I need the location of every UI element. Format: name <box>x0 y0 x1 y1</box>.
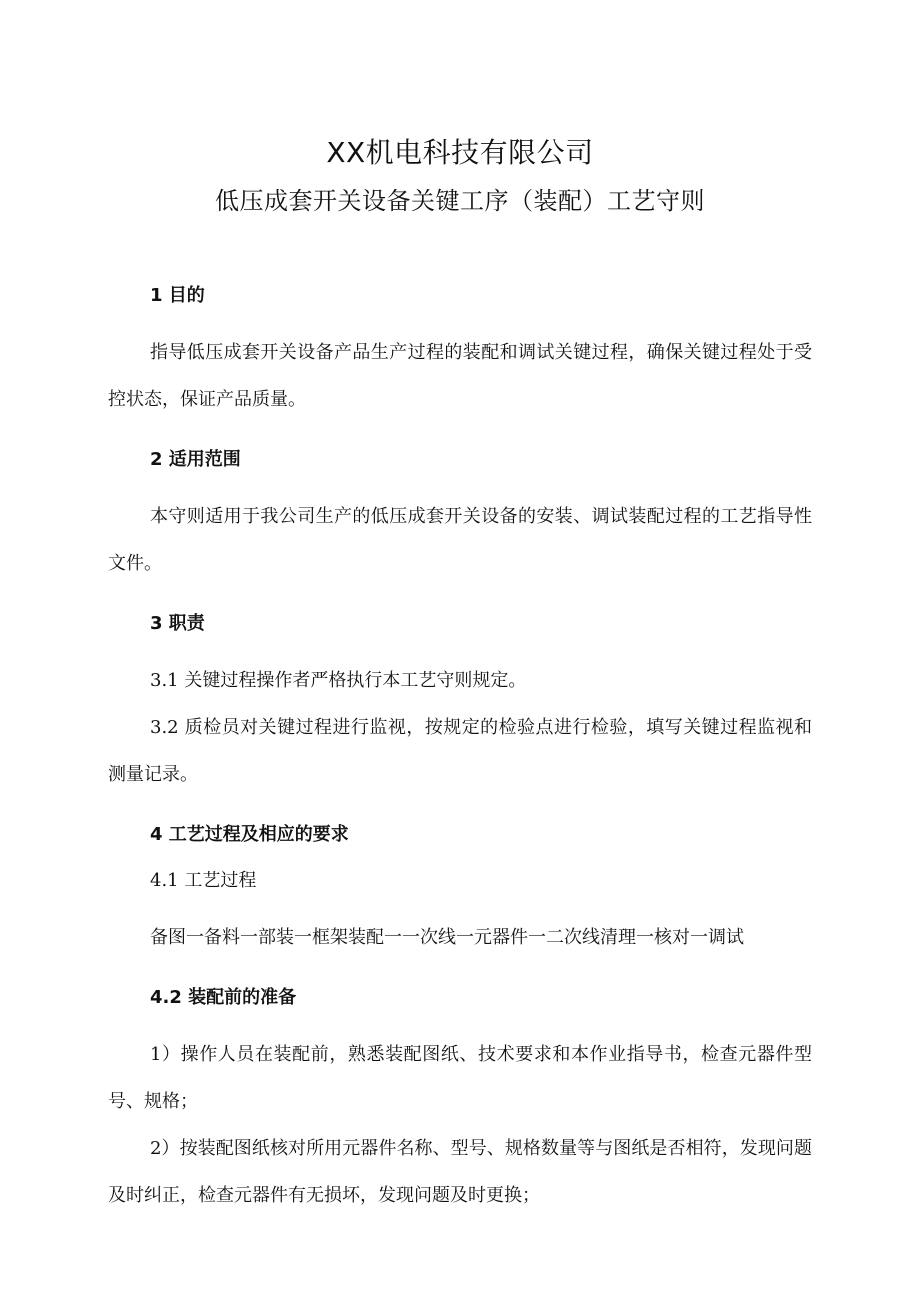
preparation-item-2: 2）按装配图纸核对所用元器件名称、型号、规格数量等与图纸是否相符，发现问题及时纠正，检查元器件有无损坏，发现问题及时更换； <box>108 1138 812 1206</box>
responsibility-item-3-1: 3.1 关键过程操作者严格执行本工艺守则规定。 <box>150 670 527 691</box>
section-heading-process: 4 工艺过程及相应的要求 <box>150 824 349 845</box>
section-text-purpose: 指导低压成套开关设备产品生产过程的装配和调试关键过程，确保关键过程处于受控状态，保证产品质量。 <box>108 342 812 410</box>
company-name: XX机电科技有限公司 <box>326 136 594 169</box>
section-heading-responsibility: 3 职责 <box>150 613 205 634</box>
preparation-item-1: 1）操作人员在装配前，熟悉装配图纸、技术要求和本作业指导书，检查元器件型号、规格； <box>108 1044 812 1112</box>
process-flow-text: 备图一备料一部装一框架装配一一次线一元器件一二次线清理一核对一调试 <box>150 927 744 948</box>
subsection-heading-4-2: 4.2 装配前的准备 <box>150 987 297 1008</box>
subsection-heading-4-1: 4.1 工艺过程 <box>150 870 257 891</box>
document-body <box>108 283 812 1219</box>
section-heading-scope: 2 适用范围 <box>150 449 241 470</box>
responsibility-item-3-2: 3.2 质检员对关键过程进行监视，按规定的检验点进行检验，填写关键过程监视和测量记录。 <box>108 717 812 785</box>
section-heading-purpose: 1 目的 <box>150 285 205 306</box>
document-title: 低压成套开关设备关键工序（装配）工艺守则 <box>215 187 705 215</box>
section-text-scope: 本守则适用于我公司生产的低压成套开关设备的安装、调试装配过程的工艺指导性文件。 <box>108 506 812 574</box>
